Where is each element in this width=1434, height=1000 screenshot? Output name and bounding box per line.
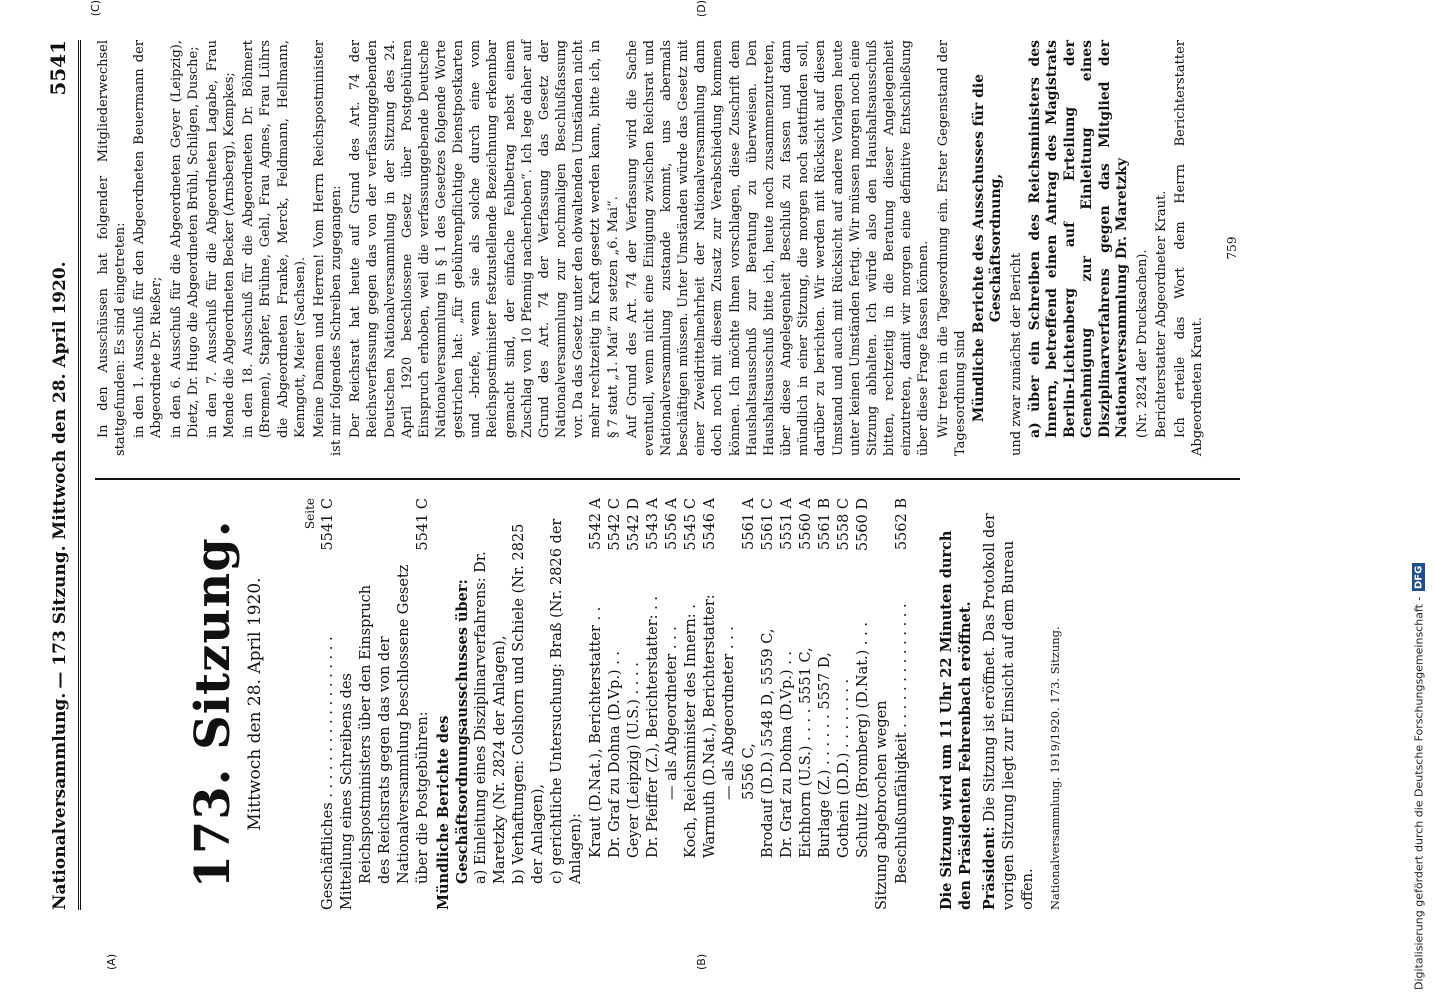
toc-row: Mitteilung eines Schreibens des Reichspostministers über den Einspruch des Reichsrats gegen das von der Nationalversammlung beschlossene Gesetz über die Postgebühren: 5541 C (338, 498, 432, 910)
margin-marker-b: (B) (695, 953, 708, 970)
body-paragraph: Berichterstatter Abgeordneter Kraut. (1154, 190, 1170, 438)
toc-speaker-row: Dr. Pfeiffer (Z.), Berichterstatter: . . 5543 A (644, 498, 661, 858)
body-paragraph: Meine Damen und Herren! Vom Herrn Reichspostminister ist mir folgendes Schreiben zugegangen: (311, 40, 345, 456)
opening-paragraph: Die Sitzung wird um 11 Uhr 22 Minuten durch den Präsidenten Fehrenbach eröffnet. (937, 530, 974, 910)
header-left: Nationalversammlung. (50, 692, 70, 910)
left-column (95, 480, 1240, 970)
agenda-title: Mündliche Berichte des Ausschusses für die Geschäftsordnung, (970, 73, 1005, 423)
body-paragraph: in den 18. Ausschuß für die Abgeordneten Dr. Böhmert (Bremen), Stapfer, Brühne, Gehl, Frau Agnes, Frau Lührs die Abgeordneten Franke, Merck, Feldmann, Hellmann, Kenngott, Meier (Sachsen). (241, 40, 308, 438)
body-paragraph: in den 7. Ausschuß für die Abgeordneten Lagabe, Frau Mende die Abgeordneten Becker (Arnsberg), Kempkes; (204, 40, 238, 438)
toc-speaker-row: Geyer (Leipzig) (U.S.) . . . . 5542 D (625, 498, 642, 858)
toc-speaker-row: — als Abgeordneter . . . (721, 626, 738, 800)
right-column (89, 0, 1240, 480)
toc-speaker-row: Burlage (Z.) . . . . . . 5557 D, 5561 B (817, 498, 834, 858)
toc-speaker-row: Brodauf (D.D.) 5548 D, 5559 C, 5561 C (759, 498, 776, 858)
footer-note: Nationalversammlung. 1919/1920. 173. Sitzung. (1047, 626, 1062, 910)
body-paragraph: in den 6. Ausschuß für die Abgeordneten Geyer (Leipzig), Dietz, Dr. Hugo die Abgeordneten Brühl, Schilgen, Dusche; (168, 40, 201, 438)
page-header (44, 40, 81, 910)
stamp-text: Digitalisierung gefördert durch die Deutsche Forschungsgemeinschaft - (1412, 596, 1426, 990)
body-paragraph: und zwar zunächst der Bericht (1008, 252, 1024, 456)
body-paragraph: Ich erteile das Wort dem Herrn Berichterstatter Abgeordneten Kraut. (1173, 40, 1206, 456)
toc-speaker-row: Warmuth (D.Nat.), Berichterstatter: 5546 A (702, 498, 719, 858)
toc-speaker-row: Kraut (D.Nat.), Berichterstatter . . 5542 A (587, 498, 604, 858)
toc-item-b: b) Verhaftungen: Colshorn und Schiele (Nr. 2825 der Anlagen), (511, 523, 547, 884)
toc-item-c: c) gerichtliche Untersuchung: Braß (Nr. 2826 der Anlagen): (549, 518, 585, 884)
toc-item-a: a) Einleitung eines Disziplinarverfahrens: Dr. Maretzky (Nr. 2824 der Anlagen), (472, 551, 508, 884)
session-date: Mittwoch den 28. April 1920. (245, 577, 265, 831)
toc-speaker-row: Koch, Reichsminister des Innern: . 5545 C (683, 498, 700, 858)
agenda-item-ref: (Nr. 2824 der Drucksachen). (1134, 249, 1150, 438)
dfg-logo: DFG (1413, 565, 1425, 589)
header-center: — 173 Sitzung. Mittwoch den 28. April 1920. (50, 261, 70, 689)
toc-closing-row: Sitzung abgebrochen wegen Beschlußunfähigkeit . . . . . . . . . . . . . . 5562 B (874, 498, 910, 910)
toc-section-heading: Mündliche Berichte des Geschäftsordnungsausschusses über: (434, 579, 471, 910)
body-paragraph: in den 1. Ausschuß für den Abgeordneten Beuermann der Abgeordnete Dr. Rießer; (132, 40, 165, 438)
toc-seite-label: Seite (303, 498, 317, 530)
president-statement: Präsident: Die Sitzung ist eröffnet. Das Protokoll der vorigen Sitzung liegt zur Einsicht auf dem Bureau offen. (981, 513, 1037, 910)
toc-speaker-row: — als Abgeordneter . . . 5556 A (664, 498, 681, 800)
session-title: 173. Sitzung. (185, 519, 241, 889)
toc-speaker-row: Schultz (Bromberg) (D.Nat.) . . . 5560 D (855, 498, 872, 858)
body-paragraph: Wir treten in die Tagesordnung ein. Erster Gegenstand der Tagesordnung sind (935, 40, 968, 456)
page-number: 5541 (46, 40, 70, 96)
body-paragraph: In den Ausschüssen hat folgender Mitgliederwechsel stattgefunden: Es sind eingetreten: (96, 40, 129, 456)
digitization-stamp (1406, 10, 1432, 990)
toc-speaker-row: 5556 C, 5561 A (740, 498, 757, 800)
toc-row: Geschäftliches . . . . . . . . . . . . . . . . . . 5541 C (319, 498, 336, 910)
toc-speaker-row: Eichhorn (U.S.) . . . . 5551 C, 5560 A (797, 498, 814, 858)
table-of-contents (303, 498, 912, 910)
toc-speaker-row: Dr. Graf zu Dohna (D.Vp.) . . 5542 C (606, 498, 623, 858)
opening-remarks (938, 498, 1063, 910)
toc-speaker-row: Dr. Graf zu Dohna (D.Vp.) . . 5551 A (778, 498, 795, 858)
margin-marker-c: (C) (89, 0, 102, 17)
folio-number: 759 (1224, 236, 1239, 260)
agenda-item-a: a) über ein Schreiben des Reichsministers des Innern, betreffend einen Antrag des Magistrats Berlin-Lichtenberg auf Erteilung der Genehmigung zur Einleitung eines Disziplinarverfahrens gegen das Mitglied der Nationalversammlung Dr. Maretzky (1026, 40, 1131, 438)
body-paragraph: Auf Grund des Art. 74 der Verfassung wird die Sache eventuell, wenn nicht eine Einigung zwischen Reichsrat und Nationalversammlung zustande kommt, uns abermals beschäftigen müssen. Unter Umständen würde das Gesetz mit einer Zweidrittelmehrheit der Nationalversammlung dann doch noch mit diesem Zusatz zur Verabschiedung kommen können. Ich möchte Ihnen vorschlagen, diese Zuschrift dem Haushaltsausschuß zur Beratung zu überweisen. Den Haushaltsausschuß bitte ich, heute noch zusammenzutreten, über diese Angelegenheit Beschluß zu fassen und dann mündlich in einer Sitzung, die morgen noch stattfinden soll, darüber zu berichten. Wir werden mit Rücksicht auf diesen Umstand und auch mit Rücksicht auf andere Vorlagen heute unter keinen Umständen fertig. Wir müssen morgen noch eine Sitzung abhalten. Ich würde also den Haushaltsausschuß bitten, rechtzeitig in die Beratung dieser Angelegenheit einzutreten, damit wir morgen eine definitive Entschließung über diese Frage fassen können. (624, 40, 932, 456)
margin-marker-d: (D) (695, 0, 708, 18)
quoted-letter: Der Reichsrat hat heute auf Grund des Art. 74 der Reichsverfassung gegen das von der verfassunggebenden Deutschen Nationalversammlung in der Sitzung des 24. April 1920 beschlossene Gesetz über Postgebühren Einspruch erhoben, weil die verfassunggebende Deutsche Nationalversammlung in § 1 des Gesetzes folgende Worte gestrichen hat: „für gebührenpflichtige Dienstpostkarten und -briefe, wenn sie als solche durch eine vom Reichspostminister festzustellende Bezeichnung erkennbar gemacht sind, der einfache Fehlbetrag nebst einem Zuschlag von 10 Pfennig nacherhoben“. Ich lege daher auf Grund des Art. 74 der Verfassung das Gesetz der Nationalversammlung zur nochmaligen Beschlußfassung vor. Da das Gesetz unter den obwaltenden Umständen nicht mehr rechtzeitig in Kraft gesetzt werden kann, bitte ich, in § 7 statt „1. Mai“ zu setzen „6. Mai“. (348, 40, 621, 438)
toc-speaker-row: Gothein (D.D.) . . . . . . . . 5558 C (836, 498, 853, 858)
margin-marker-a: (A) (105, 953, 118, 970)
